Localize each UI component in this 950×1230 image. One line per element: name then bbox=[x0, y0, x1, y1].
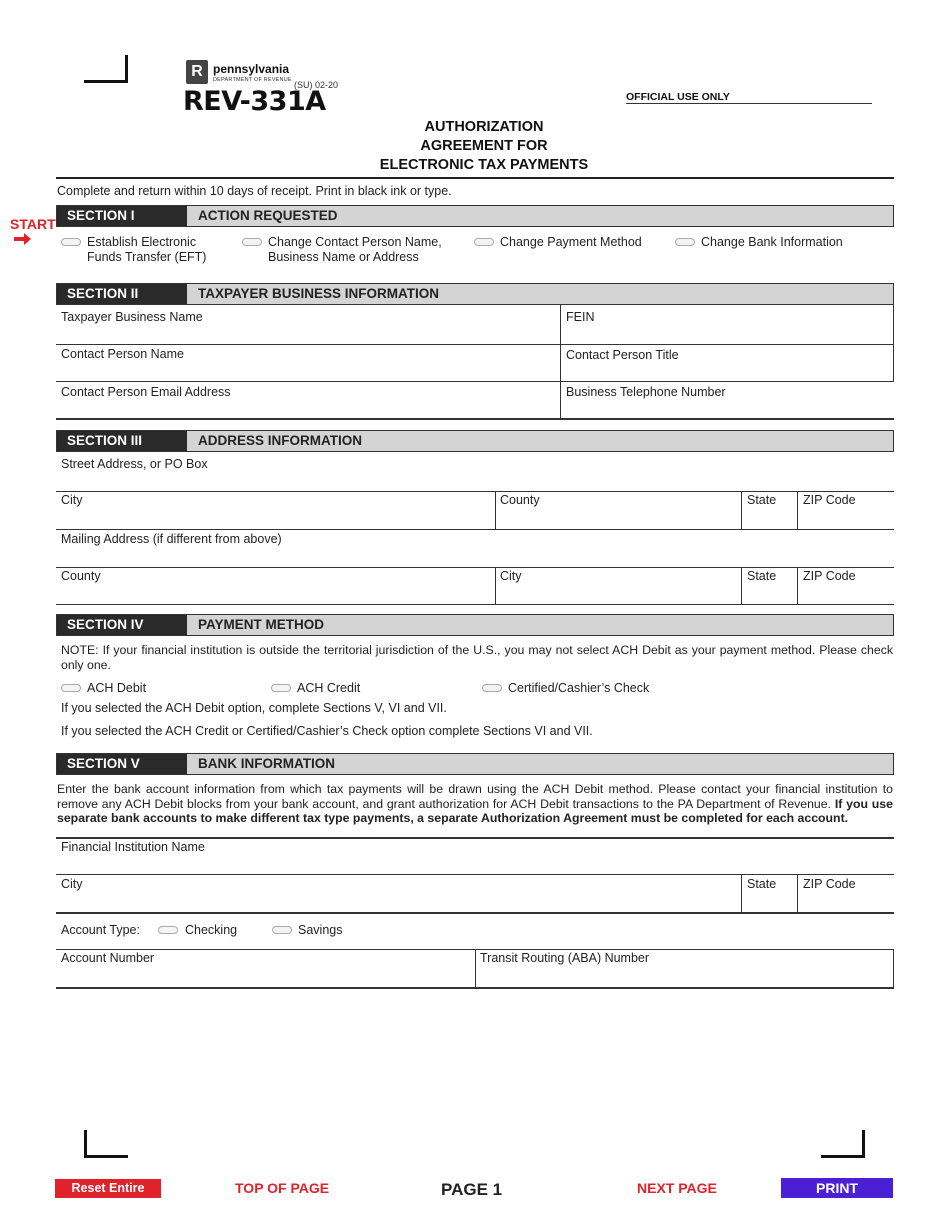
state-name: pennsylvania bbox=[213, 62, 290, 76]
row-line bbox=[56, 529, 894, 530]
col-line bbox=[741, 491, 742, 529]
option-certified-check: Certified/Cashier’s Check bbox=[508, 681, 650, 695]
page-number: PAGE 1 bbox=[441, 1180, 503, 1199]
row-line bbox=[56, 491, 894, 492]
bank-info-paragraph bbox=[57, 782, 893, 826]
city-field-2[interactable]: City bbox=[500, 569, 522, 583]
bank-city-field[interactable]: City bbox=[61, 877, 83, 891]
state-field-1[interactable]: State bbox=[747, 493, 777, 507]
section-5-name: BANK INFORMATION bbox=[198, 756, 335, 771]
state-field-2[interactable]: State bbox=[747, 569, 777, 583]
start-label: START bbox=[10, 216, 56, 232]
radio-change-payment-method[interactable] bbox=[474, 238, 494, 246]
option-establish-eft: Establish Electronic Funds Transfer (EFT) bbox=[87, 235, 207, 264]
row-line bbox=[56, 567, 894, 568]
city-field-1[interactable]: City bbox=[61, 493, 83, 507]
right-border bbox=[893, 305, 894, 345]
option-ach-debit: ACH Debit bbox=[87, 681, 147, 695]
form-title bbox=[334, 118, 634, 175]
row-line bbox=[56, 381, 894, 382]
department-name: DEPARTMENT OF REVENUE bbox=[213, 77, 292, 83]
street-address-field[interactable]: Street Address, or PO Box bbox=[61, 457, 208, 471]
contact-email-field[interactable]: Contact Person Email Address bbox=[61, 385, 231, 399]
bank-info-text: Enter the bank account information from which tax payments will be drawn using the ACH Debit method. Please contact your financial institution to remove any ACH Debit blocks from your bank account, and grant authorization for ACH Debit transactions to the PA Department of Revenue. bbox=[57, 782, 893, 811]
row-line bbox=[56, 987, 894, 989]
option-change-contact: Change Contact Person Name, Business Name or Address bbox=[268, 235, 442, 264]
fein-field[interactable]: FEIN bbox=[566, 310, 595, 324]
county-field-2[interactable]: County bbox=[61, 569, 101, 583]
col-line bbox=[797, 491, 798, 529]
option-checking: Checking bbox=[185, 923, 238, 937]
title-line-2: AGREEMENT FOR bbox=[420, 138, 548, 154]
section-4-name: PAYMENT METHOD bbox=[198, 617, 325, 632]
title-rule bbox=[56, 177, 894, 179]
section-3-tag: SECTION III bbox=[57, 431, 187, 451]
section-5-tag: SECTION V bbox=[57, 754, 187, 774]
col-line bbox=[741, 567, 742, 605]
instruction-ach-credit: If you selected the ACH Credit or Certified/Cashier’s Check option complete Sections VI and VII. bbox=[61, 724, 593, 738]
bank-zip-field[interactable]: ZIP Code bbox=[803, 877, 856, 891]
section-2-header bbox=[56, 283, 894, 305]
routing-number-field[interactable]: Transit Routing (ABA) Number bbox=[480, 951, 650, 965]
top-of-page-link[interactable]: TOP OF PAGE bbox=[235, 1180, 330, 1196]
section-5-header bbox=[56, 753, 894, 775]
radio-certified-check[interactable] bbox=[482, 684, 502, 692]
option-ach-credit: ACH Credit bbox=[297, 681, 361, 695]
phone-field[interactable]: Business Telephone Number bbox=[566, 385, 726, 399]
contact-name-field[interactable]: Contact Person Name bbox=[61, 347, 184, 361]
registration-mark-top-left bbox=[84, 55, 128, 83]
print-button[interactable]: PRINT bbox=[781, 1178, 893, 1198]
radio-savings[interactable] bbox=[272, 926, 292, 934]
radio-checking[interactable] bbox=[158, 926, 178, 934]
radio-change-bank-info[interactable] bbox=[675, 238, 695, 246]
row-line bbox=[56, 837, 894, 839]
mailing-address-field[interactable]: Mailing Address (if different from above) bbox=[61, 532, 282, 546]
radio-ach-credit[interactable] bbox=[271, 684, 291, 692]
col-line bbox=[741, 874, 742, 913]
row-line bbox=[56, 604, 894, 605]
col-line bbox=[495, 567, 496, 605]
section-2-divider bbox=[560, 305, 561, 418]
pa-keystone-logo: R bbox=[186, 60, 208, 84]
business-name-field[interactable]: Taxpayer Business Name bbox=[61, 310, 203, 324]
instruction-ach-debit: If you selected the ACH Debit option, complete Sections V, VI and VII. bbox=[61, 701, 447, 715]
title-line-1: AUTHORIZATION bbox=[424, 119, 544, 135]
section-3-header bbox=[56, 430, 894, 452]
row-line bbox=[56, 344, 894, 345]
row-line bbox=[56, 874, 894, 875]
bank-state-field[interactable]: State bbox=[747, 877, 777, 891]
registration-mark-bottom-left bbox=[84, 1130, 128, 1158]
row-line bbox=[56, 418, 894, 420]
payment-method-note: NOTE: If your financial institution is outside the territorial jurisdiction of the U.S., you may not select ACH Debit as your payment method. Please check only one. bbox=[61, 643, 893, 672]
bank-info-bold-text: If you use separate bank accounts to make different tax type payments, a separate Authorization Agreement must be completed for each account. bbox=[57, 796, 893, 825]
section-4-tag: SECTION IV bbox=[57, 615, 187, 635]
intro-text: Complete and return within 10 days of receipt. Print in black ink or type. bbox=[57, 184, 452, 198]
section-2-name: TAXPAYER BUSINESS INFORMATION bbox=[198, 286, 440, 301]
col-line bbox=[797, 567, 798, 605]
section-1-name: ACTION REQUESTED bbox=[198, 208, 338, 223]
row-line bbox=[56, 912, 894, 914]
col-line bbox=[797, 874, 798, 913]
radio-change-contact[interactable] bbox=[242, 238, 262, 246]
right-border bbox=[893, 344, 894, 382]
section-1-header bbox=[56, 205, 894, 227]
institution-name-field[interactable]: Financial Institution Name bbox=[61, 840, 205, 854]
title-line-3: ELECTRONIC TAX PAYMENTS bbox=[379, 157, 589, 173]
section-1-tag: SECTION I bbox=[57, 206, 187, 226]
start-arrow-icon bbox=[14, 232, 32, 249]
col-line bbox=[475, 949, 476, 988]
section-2-tag: SECTION II bbox=[57, 284, 187, 304]
account-number-field[interactable]: Account Number bbox=[61, 951, 155, 965]
reset-form-button[interactable]: Reset Entire Form bbox=[55, 1179, 161, 1198]
zip-field-2[interactable]: ZIP Code bbox=[803, 569, 856, 583]
registration-mark-bottom-right bbox=[821, 1130, 865, 1158]
account-type-label: Account Type: bbox=[61, 923, 140, 937]
option-savings: Savings bbox=[298, 923, 343, 937]
option-change-payment-method: Change Payment Method bbox=[500, 235, 642, 249]
zip-field-1[interactable]: ZIP Code bbox=[803, 493, 856, 507]
next-page-link[interactable]: NEXT PAGE bbox=[637, 1180, 717, 1196]
contact-title-field[interactable]: Contact Person Title bbox=[566, 348, 679, 362]
col-line bbox=[495, 491, 496, 529]
radio-ach-debit[interactable] bbox=[61, 684, 81, 692]
radio-establish-eft[interactable] bbox=[61, 238, 81, 246]
right-border bbox=[893, 949, 894, 988]
form-number: REV-331A bbox=[183, 86, 326, 117]
official-use-line bbox=[626, 103, 872, 104]
section-3-name: ADDRESS INFORMATION bbox=[198, 433, 362, 448]
option-change-bank-info: Change Bank Information bbox=[701, 235, 843, 249]
form-revision: (SU) 02-20 bbox=[294, 80, 339, 90]
section-4-header bbox=[56, 614, 894, 636]
official-use-label: OFFICIAL USE ONLY bbox=[626, 91, 730, 103]
county-field-1[interactable]: County bbox=[500, 493, 540, 507]
